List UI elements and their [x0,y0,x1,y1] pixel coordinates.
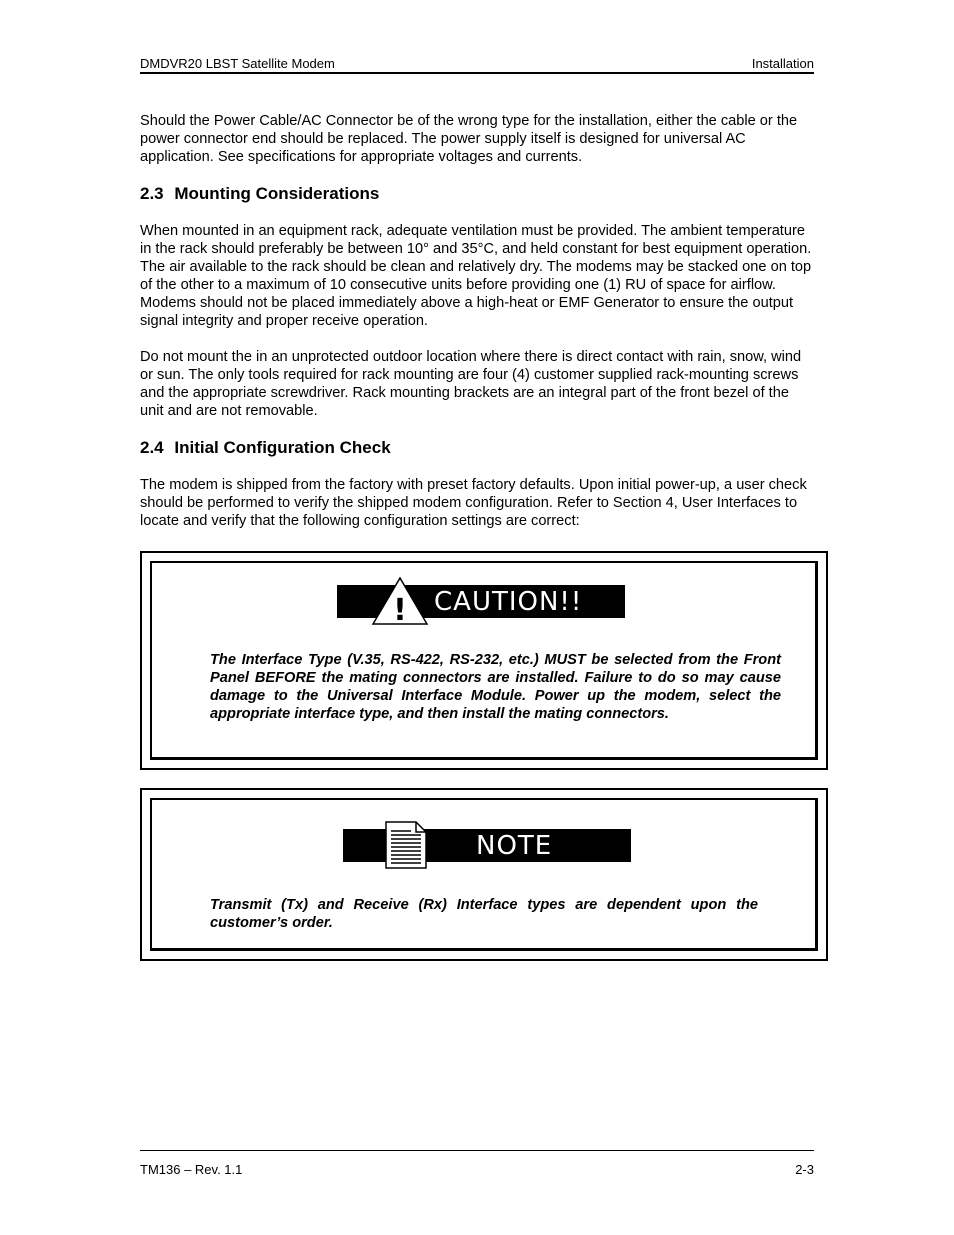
caution-text: The Interface Type (V.35, RS-422, RS-232, etc.) MUST be selected from the Front Panel BEFORE the mating connectors are installed. Failure to do so may cause damage to the Universal Interface Module. Power up the modem, select the appropriate interface type, and then install the mating connectors. [210,652,781,722]
page-body [140,112,816,548]
page-footer [140,1150,814,1177]
header-chapter: Installation [751,56,814,71]
note-box [140,788,828,961]
note-banner-label: NOTE [476,830,553,861]
section-number: 2.4 [140,438,164,457]
warning-triangle-icon [371,576,429,626]
page-header [140,56,814,74]
note-text: Transmit (Tx) and Receive (Rx) Interface types are dependent upon the customer’s order. [210,897,758,931]
footer-doc-revision: TM136 – Rev. 1.1 [140,1162,243,1177]
section-title: Initial Configuration Check [174,438,391,457]
section-title: Mounting Considerations [174,184,380,203]
config-check-paragraph: The modem is shipped from the factory with preset factory defaults. Upon initial power-up, a user check should be performed to verify the shipped modem configuration. Refer to Section 4, User Interfaces to locate and verify that the following configuration settings are correct: [140,477,807,529]
section-number: 2.3 [140,184,164,203]
caution-banner-label: CAUTION!! [434,586,583,617]
section-heading-2-3 [140,184,816,204]
warning-mark: ! [393,593,407,626]
header-doc-title: DMDVR20 LBST Satellite Modem [140,56,335,71]
mounting-paragraph-1: When mounted in an equipment rack, adequate ventilation must be provided. The ambient temperature in the rack should preferably be between 10° and 35°C, and held constant for best equipment operation. The air available to the rack should be clean and relatively dry. The modems may be stacked one on top of the other to a maximum of 10 consecutive units before providing one (1) RU of space for airflow. Modems should not be placed immediately above a high-heat or EMF Generator to ensure the output signal integrity and proper receive operation. [140,223,812,329]
mounting-paragraph-2: Do not mount the in an unprotected outdoor location where there is direct contact with rain, snow, wind or sun. The only tools required for rack mounting are four (4) customer supplied rack-mounting screws and the appropriate screwdriver. Rack mounting brackets are an integral part of the front bezel of the unit and are not removable. [140,349,802,419]
footer-page-number: 2-3 [795,1162,814,1177]
section-heading-2-4 [140,438,816,458]
intro-paragraph: Should the Power Cable/AC Connector be of the wrong type for the installation, either the cable or the power connector end should be replaced. The power supply itself is designed for universal AC application. See specifications for appropriate voltages and currents. [140,113,798,165]
document-note-icon [384,820,428,870]
caution-box [140,551,828,770]
